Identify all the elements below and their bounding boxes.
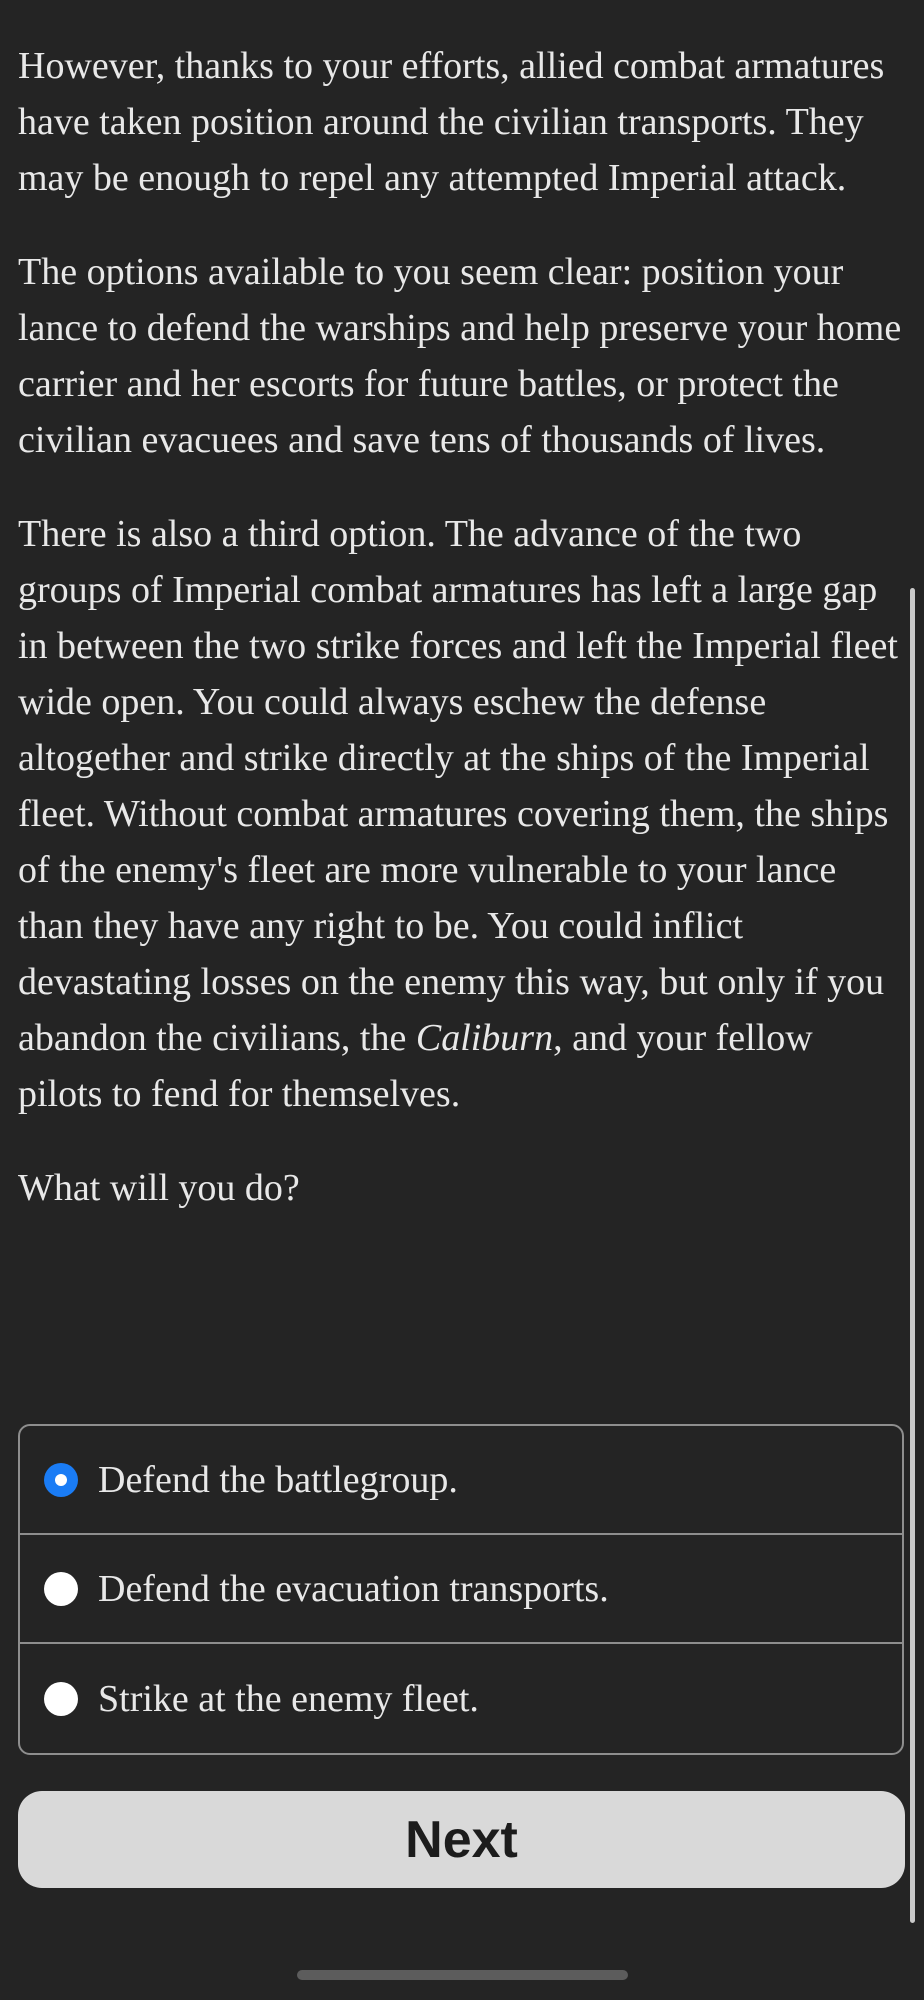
story-paragraph-1: However, thanks to your efforts, allied combat armatures have taken position around the civilian transports. They may be enough to repel any attempted Imperial attack. — [18, 45, 885, 199]
choice-list — [18, 1424, 904, 1755]
choice-label: Strike at the enemy fleet. — [98, 1677, 479, 1720]
choice-label: Defend the evacuation transports. — [98, 1567, 609, 1610]
next-button[interactable]: Next — [18, 1791, 905, 1888]
choice-prompt: What will you do? — [18, 1167, 300, 1209]
story-paragraph-2: The options available to you seem clear: position your lance to defend the warships and help preserve your home carrier and her escorts for future battles, or protect the civilian evacuees and save tens of thousands of lives. — [18, 251, 902, 461]
choice-defend-transports[interactable] — [20, 1535, 902, 1644]
radio-unselected-icon[interactable] — [44, 1572, 78, 1606]
choice-label: Defend the battlegroup. — [98, 1458, 458, 1501]
home-indicator — [297, 1970, 628, 1980]
radio-selected-icon[interactable] — [44, 1463, 78, 1497]
choice-defend-battlegroup[interactable] — [20, 1426, 902, 1535]
story-paragraph-3-part-1: There is also a third option. The advance of the two groups of Imperial combat armatures has left a large gap in between the two strike forces and left the Imperial fleet wide open. You could always eschew the defense altogether and strike directly at the ships of the Imperial fleet. Without combat armatures covering them, the ships of the enemy's fleet are more vulnerable to your lance than they have any right to be. You could inflict devastating losses on the enemy this way, but only if you abandon the civilians, the — [18, 513, 898, 1059]
story-text — [18, 38, 906, 1216]
radio-unselected-icon[interactable] — [44, 1682, 78, 1716]
choice-strike-fleet[interactable] — [20, 1644, 902, 1753]
ship-name: Caliburn — [415, 1017, 554, 1059]
story-paragraph-3-part-2: , and your fellow pilots to fend for themselves. — [18, 1017, 813, 1115]
scrollbar[interactable] — [910, 588, 915, 1923]
story-paragraph-3 — [18, 506, 906, 1122]
